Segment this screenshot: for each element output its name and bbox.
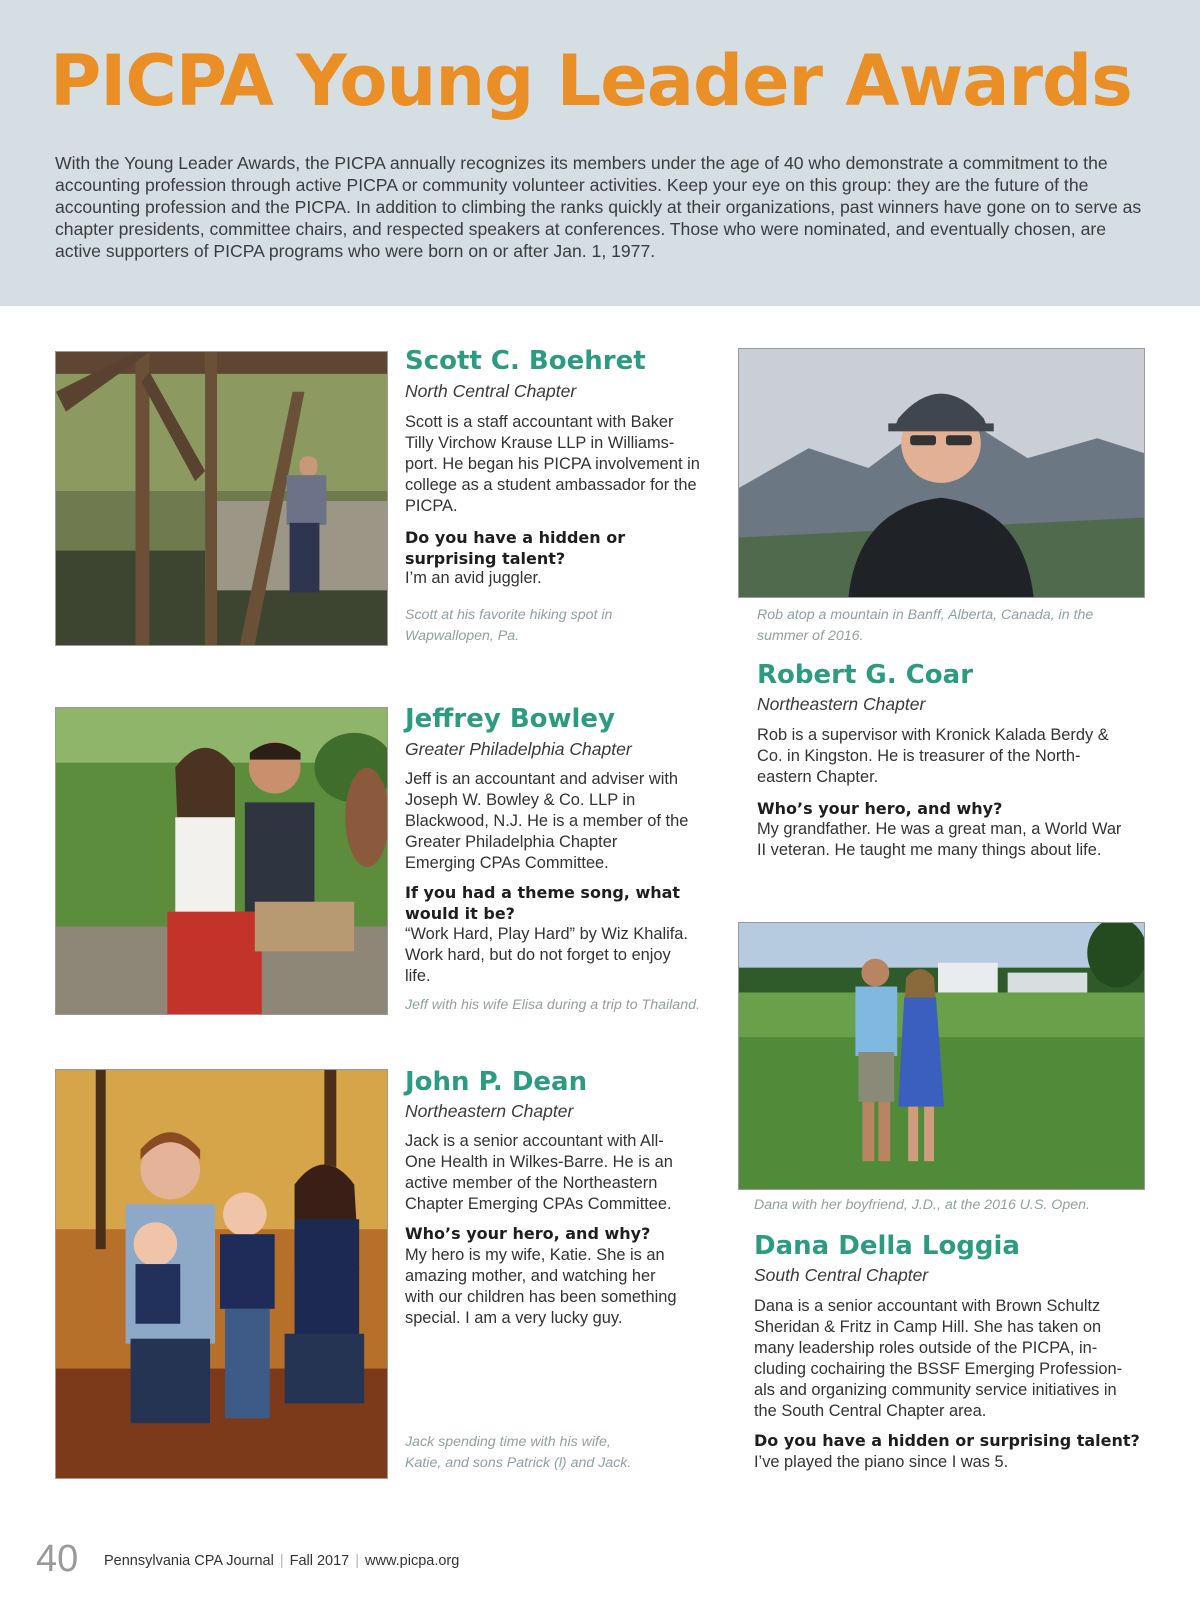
john-bio: Jack is a senior accountant with All-One Health in Wilkes-Barre. He is an active member of the Northeastern Chapter Emerging CPAs Committee. — [405, 1132, 673, 1213]
page-title: PICPA Young Leader Awards — [50, 40, 1132, 122]
footer-separator: | — [355, 1553, 360, 1569]
jeffrey-question: If you had a theme song, what would it be? — [405, 883, 681, 923]
footer-issue: Fall 2017 — [289, 1553, 350, 1569]
john-photo — [55, 1069, 388, 1479]
robert-chapter: Northeastern Chapter — [757, 694, 926, 714]
jeffrey-name: Jeffrey Bowley — [405, 704, 616, 734]
dana-question: Do you have a hidden or surprising talent? — [754, 1431, 1140, 1450]
scott-chapter: North Central Chapter — [405, 381, 577, 401]
john-answer: My hero is my wife, Katie. She is an amazing mother, and watching her with our children has been something special. I am a very lucky guy. — [405, 1246, 677, 1327]
jeffrey-chapter: Greater Philadelphia Chapter — [405, 739, 632, 759]
jeffrey-answer: “Work Hard, Play Hard” by Wiz Khalifa. Work hard, but do not forget to enjoy life. — [405, 925, 688, 985]
dana-answer: I’ve played the piano since I was 5. — [754, 1453, 1009, 1471]
scott-question: Do you have a hidden or surprising talent? — [405, 528, 626, 568]
dana-caption: Dana with her boyfriend, J.D., at the 2016 U.S. Open. — [754, 1197, 1090, 1213]
scott-bio: Scott is a staff accountant with Baker Tilly Virchow Krause LLP in Williams-port. He began his PICPA involvement in college as a student ambassador for the PICPA. — [405, 413, 700, 515]
robert-caption: Rob atop a mountain in Banff, Alberta, Canada, in the summer of 2016. — [757, 607, 1094, 644]
scott-photo — [55, 351, 388, 646]
jeffrey-photo — [55, 707, 388, 1015]
robert-photo — [738, 348, 1145, 598]
robert-question: Who’s your hero, and why? — [757, 799, 1003, 818]
robert-answer: My grandfather. He was a great man, a World War II veteran. He taught me many things about life. — [757, 820, 1122, 859]
footer-url[interactable]: www.picpa.org — [365, 1553, 460, 1569]
jeffrey-caption: Jeff with his wife Elisa during a trip to Thailand. — [405, 997, 700, 1013]
john-caption: Jack spending time with his wife, Katie, and sons Patrick (l) and Jack. — [405, 1434, 632, 1471]
jeffrey-bio: Jeff is an accountant and adviser with Joseph W. Bowley & Co. LLP in Blackwood, N.J. He is a member of the Greater Philadelphia Chapter Emerging CPAs Committee. — [405, 770, 689, 872]
dana-chapter: South Central Chapter — [754, 1265, 929, 1285]
scott-name: Scott C. Boehret — [405, 346, 646, 376]
footer-separator: | — [279, 1553, 284, 1569]
footer-journal: Pennsylvania CPA Journal — [104, 1553, 274, 1569]
footer-info — [104, 1553, 459, 1569]
dana-photo — [738, 922, 1145, 1190]
intro-paragraph: With the Young Leader Awards, the PICPA annually recognizes its members under the age of 40 who demonstrate a commitment to the accounting profession through active PICPA or community volunteer activities. Keep your eye on this group: they are the future of the accounting profession and the PICPA. In addition to climbing the ranks quickly at their organizations, past winners have gone on to serve as chapter presidents, committee chairs, and respected speakers at conferences. Those who were nominated, and eventually chosen, are active supporters of PICPA programs who were born on or after Jan. 1, 1977. — [55, 153, 1142, 261]
dana-bio: Dana is a senior accountant with Brown Schultz Sheridan & Fritz in Camp Hill. She has taken on many leadership roles outside of the PICPA, in-cluding cochairing the BSSF Emerging Profession-als and organizing community service initiatives in the South Central Chapter area. — [754, 1297, 1123, 1420]
john-name: John P. Dean — [405, 1067, 588, 1097]
dana-name: Dana Della Loggia — [754, 1231, 1020, 1261]
scott-answer: I’m an avid juggler. — [405, 569, 542, 587]
robert-name: Robert G. Coar — [757, 660, 974, 690]
robert-bio: Rob is a supervisor with Kronick Kalada Berdy & Co. in Kingston. He is treasurer of the North-eastern Chapter. — [757, 726, 1109, 786]
john-question: Who’s your hero, and why? — [405, 1224, 651, 1243]
page-number: 40 — [36, 1538, 79, 1580]
john-chapter: Northeastern Chapter — [405, 1101, 574, 1121]
scott-caption: Scott at his favorite hiking spot in Wapwallopen, Pa. — [405, 607, 613, 644]
